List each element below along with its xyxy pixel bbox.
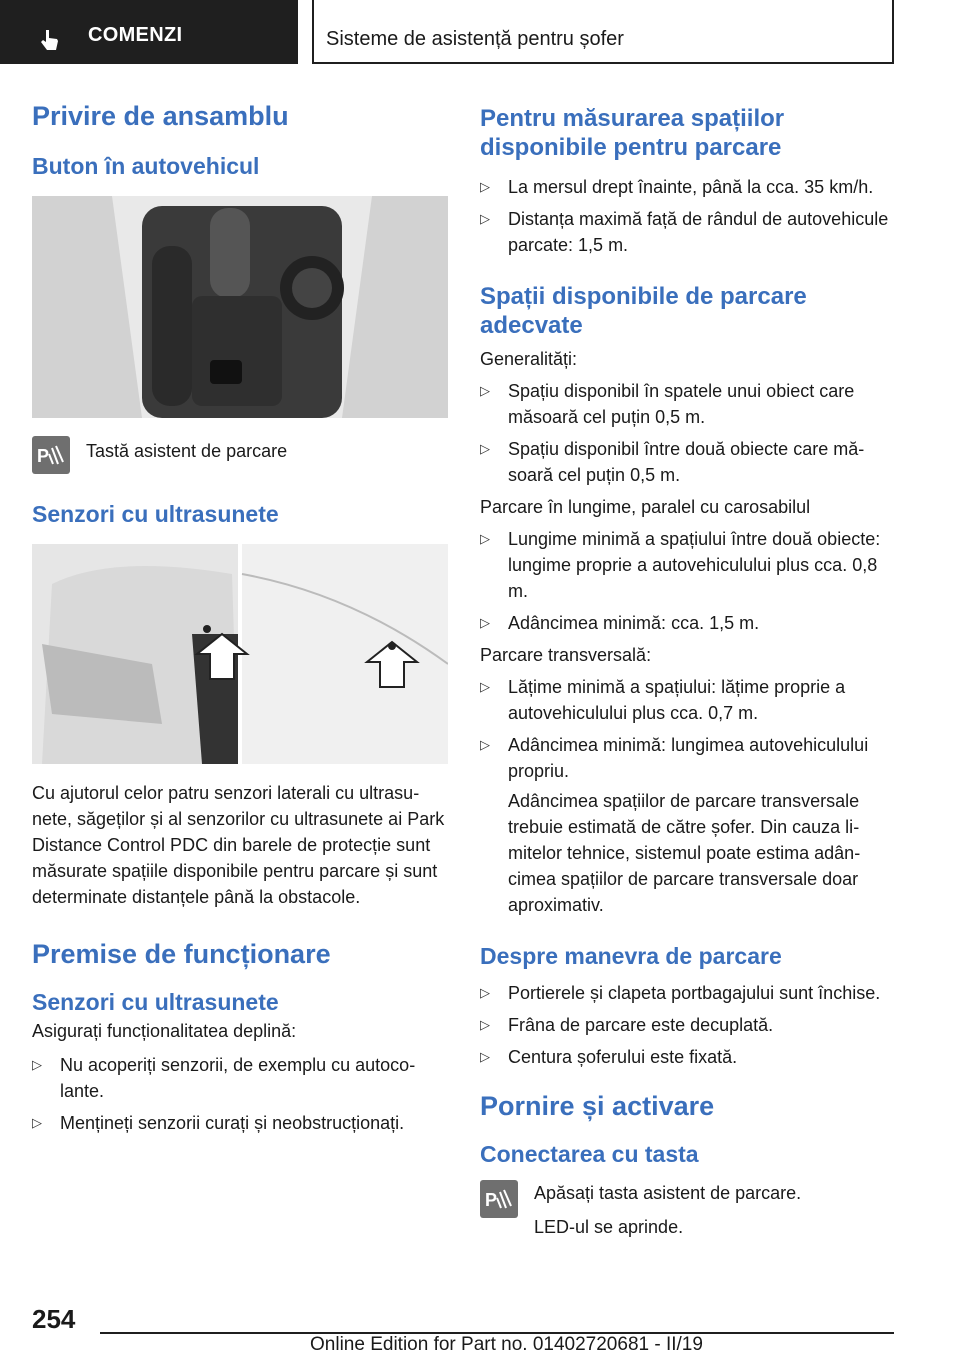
heading-overview: Privire de ansamblu <box>32 101 289 131</box>
list-item: ▷ Frâna de parcare este decuplată. <box>480 1012 900 1038</box>
general-label: Generalități: <box>480 349 578 369</box>
list-item: ▷ Adâncimea minimă: lungimea autovehiculului propriu. <box>480 732 900 784</box>
sensors-paragraph: Cu ajutorul celor patru senzori laterali cu ultrasunete, săgeților și al senzorilor cu ultrasunete ai Park Distance Control PDC din barele de protecție sunt măsurate spațiile disponibile pentru parcare și sunt determinate distanțele până la obstacole. <box>32 783 445 907</box>
edition-text: Online Edition for Part no. 01402720681 - II/19 <box>310 1334 703 1355</box>
page-header <box>0 0 960 66</box>
heading-prerequisites: Premise de funcționare <box>32 939 331 969</box>
ensure-text: Asigurați funcționalitatea deplină: <box>32 1021 297 1041</box>
car-sensor-illustration <box>32 544 448 764</box>
list-item: ▷ Centura șoferului este fixată. <box>480 1044 900 1070</box>
page-number: 254 <box>32 1304 76 1334</box>
list-item: ▷ Lățime minimă a spațiului: lățime proprie a autovehiculului plus cca. 0,7 m. <box>480 674 900 726</box>
chapter-tab <box>312 0 894 64</box>
list-item: ▷ Spațiu disponibil între două obiecte care măsoară cel puțin 0,5 m. <box>480 436 900 488</box>
parking-key-row <box>32 436 448 474</box>
transverse-label: Parcare transversală: <box>480 645 652 665</box>
chapter-title: Sisteme de asistență pentru șofer <box>326 28 624 50</box>
heading-maneuver: Despre manevra de parcare <box>480 943 782 969</box>
press-instruction: Apăsați tasta asistent de parcare. <box>534 1183 802 1203</box>
list-item: ▷ Lungime minimă a spațiului între două obiecte: lungime proprie a autovehiculului plus cca. 0,8 m. <box>480 526 900 604</box>
led-status: LED-ul se aprinde. <box>534 1217 684 1237</box>
parking-assist-icon <box>32 436 70 474</box>
parking-assist-icon <box>480 1180 518 1218</box>
heading-button: Buton în autovehicul <box>32 153 260 179</box>
transverse-note: Adâncimea spațiilor de parcare transversale trebuie estimată de către șofer. Din cauza limitelor tehnice, sistemul poate estima adâncimea spațiilor de parcare transversale doar aproximativ. <box>508 791 861 915</box>
console-illustration <box>32 196 448 418</box>
right-column <box>480 104 900 1240</box>
section-tab <box>0 0 298 64</box>
section-tab-label: COMENZI <box>88 24 183 46</box>
list-item: ▷ Portierele și clapeta portbagajului sunt închise. <box>480 980 900 1006</box>
list-item: ▷ Mențineți senzorii curați și neobstrucționați. <box>32 1110 448 1136</box>
svg-text:P: P <box>37 446 50 466</box>
page-footer <box>0 1298 960 1362</box>
left-column <box>32 100 448 1142</box>
parking-key-caption: Tastă asistent de parcare <box>86 441 288 461</box>
car-sensors-photo <box>32 544 448 764</box>
list-item: ▷ Nu acoperiți senzorii, de exemplu cu autocolante. <box>32 1052 448 1104</box>
heading-sensors: Senzori cu ultrasunete <box>32 501 279 527</box>
list-item: ▷ La mersul drept înainte, până la cca. 35 km/h. <box>480 174 900 200</box>
connect-row <box>480 1180 900 1240</box>
hand-pointer-icon <box>38 28 62 52</box>
svg-text:P: P <box>485 1190 498 1210</box>
list-item: ▷ Spațiu disponibil în spatele unui obiect care măsoară cel puțin 0,5 m. <box>480 378 900 430</box>
heading-start: Pornire și activare <box>480 1091 715 1121</box>
heading-measure: Pentru măsurarea spațiilor disponibile pentru parcare <box>480 105 785 161</box>
console-photo <box>32 196 448 418</box>
list-item: ▷ Distanța maximă față de rândul de autovehicule parcate: 1,5 m. <box>480 206 900 258</box>
heading-sensors-2: Senzori cu ultrasunete <box>32 989 279 1015</box>
list-item: ▷ Adâncimea minimă: cca. 1,5 m. <box>480 610 900 636</box>
connect-text <box>534 1180 801 1240</box>
parallel-label: Parcare în lungime, paralel cu carosabilul <box>480 497 811 517</box>
heading-connect: Conectarea cu tasta <box>480 1141 699 1167</box>
heading-suitable: Spații disponibile de parcare adecvate <box>480 283 807 339</box>
